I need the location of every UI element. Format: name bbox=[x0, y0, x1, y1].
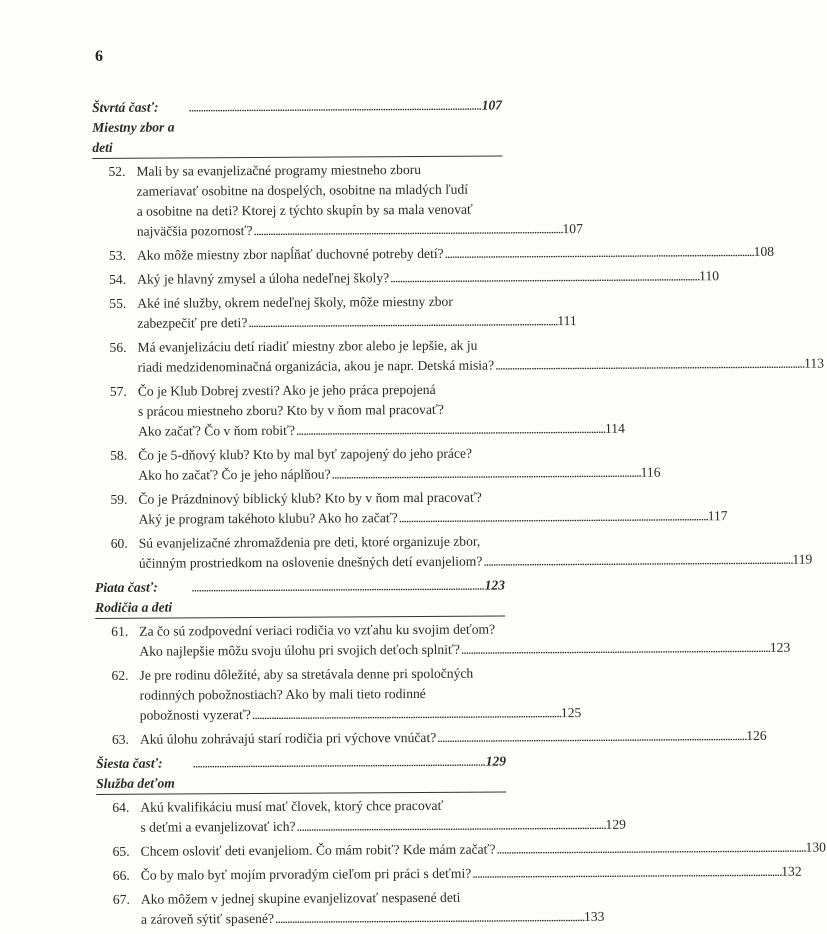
entry-text-line: Aké iné služby, okrem nedeľnej školy, môže miestny zbor bbox=[137, 293, 453, 311]
section-heading bbox=[95, 575, 505, 619]
entry-last-line bbox=[140, 726, 767, 750]
entry-text-line: rodinných pobožnostiach? Ako by mali tieto rodinné bbox=[139, 685, 426, 703]
dot-leader bbox=[248, 311, 556, 333]
entry-text-line: zabezpečiť pre deti? bbox=[137, 315, 248, 331]
entry-text-line: Čo je Prázdninový biblický klub? Kto by v ňom mal pracovať? bbox=[138, 489, 482, 507]
toc-entry bbox=[93, 243, 775, 266]
entry-number: 53. bbox=[108, 247, 127, 263]
entry-text-line: riadi medzidenominačná organizácia, akou je napr. Detská misia? bbox=[137, 357, 495, 375]
toc-entry bbox=[97, 863, 802, 886]
entry-text-line: Ako môže miestny zbor napĺňať duchovné potreby detí? bbox=[136, 245, 444, 263]
entry-text-line: Má evanjelizáciu detí riadiť miestny zbor alebo je lepšie, ak ju bbox=[137, 337, 478, 355]
entry-text-line: pobožnosti vyzerať? bbox=[139, 707, 251, 723]
entry-number: 55. bbox=[109, 295, 127, 311]
dot-leader bbox=[191, 576, 482, 598]
dot-leader bbox=[399, 506, 707, 528]
dot-leader bbox=[296, 419, 604, 441]
entry-question bbox=[137, 291, 577, 334]
entry-last-line bbox=[138, 463, 660, 486]
entry-text-line: a osobitne na deti? Ktorej z týchto skupín by sa mala venovať bbox=[136, 201, 473, 219]
section-title: Štvrtá časť: Miestny zbor a deti bbox=[92, 99, 175, 155]
dot-leader bbox=[192, 752, 483, 774]
entry-page-number: 133 bbox=[583, 908, 605, 925]
section-heading bbox=[96, 751, 506, 795]
dot-leader bbox=[332, 463, 640, 485]
entry-number: 54. bbox=[109, 271, 127, 287]
toc-entry bbox=[96, 795, 626, 838]
entry-question bbox=[137, 266, 719, 290]
toc-entry bbox=[97, 839, 826, 862]
toc-entry bbox=[95, 619, 791, 662]
dot-leader bbox=[275, 907, 583, 929]
entry-text-line: s prácou miestneho zboru? Kto by v ňom mal pracovať? bbox=[137, 401, 444, 419]
entry-question bbox=[137, 242, 774, 266]
entry-text-line: Ako môžem v jednej skupine evanjelizovať nespasené deti bbox=[140, 889, 461, 907]
entry-text-line: Čo je 5-dňový klub? Kto by mal byť zapojený do jeho práce? bbox=[138, 445, 473, 463]
entry-last-line bbox=[141, 907, 605, 930]
entry-text-line: Ako začať? Čo v ňom robiť? bbox=[137, 422, 296, 439]
entry-page-number: 108 bbox=[753, 243, 775, 259]
entry-number: 58. bbox=[110, 447, 128, 463]
entry-number: 52. bbox=[108, 163, 126, 179]
dot-leader bbox=[188, 96, 479, 118]
section-page-number: 129 bbox=[485, 753, 507, 769]
entry-last-line bbox=[139, 506, 728, 530]
entry-number: 56. bbox=[109, 339, 127, 355]
entry-text-line: Čo by malo byť mojím prvoradým cieľom pri práci s deťmi? bbox=[140, 865, 472, 883]
entry-last-line bbox=[138, 354, 824, 378]
entry-number: 67. bbox=[112, 891, 130, 907]
entry-text-line: a zároveň sýtiť spasené? bbox=[140, 910, 275, 927]
table-of-contents bbox=[92, 95, 826, 933]
toc-entry bbox=[95, 663, 582, 726]
dot-leader bbox=[461, 638, 769, 660]
entry-text-line: Akú úlohu zohrávajú starí rodičia pri výchove vnúčat? bbox=[139, 729, 437, 747]
entry-last-line bbox=[137, 242, 774, 266]
toc-entry bbox=[96, 727, 767, 750]
entry-page-number: 114 bbox=[604, 420, 625, 436]
entry-question bbox=[138, 486, 727, 530]
entry-text-line: účinným prostriedkom na oslovenie dnešných detí evanjeliom? bbox=[138, 553, 483, 571]
entry-page-number: 125 bbox=[560, 705, 582, 721]
toc-entry bbox=[94, 379, 625, 442]
entry-text-line: Aký je hlavný zmysel a úloha nedeľnej školy? bbox=[137, 270, 390, 287]
entry-text-line: s deťmi a evanjelizovať ich? bbox=[140, 818, 296, 835]
toc-entry bbox=[95, 531, 813, 574]
entry-question bbox=[140, 726, 767, 750]
dot-leader bbox=[472, 862, 780, 884]
entry-number: 64. bbox=[112, 799, 130, 815]
section-heading bbox=[92, 95, 502, 159]
section-title: Šiesta časť: Služba deťom bbox=[96, 755, 175, 791]
toc-entry bbox=[93, 335, 825, 378]
entry-number: 60. bbox=[110, 535, 128, 551]
dot-leader bbox=[252, 703, 560, 725]
entry-last-line bbox=[140, 815, 626, 838]
entry-page-number: 107 bbox=[562, 221, 583, 237]
entry-page-number: 113 bbox=[804, 355, 825, 371]
toc-entry bbox=[92, 159, 583, 242]
entry-page-number: 130 bbox=[805, 839, 826, 855]
section-page-number: 123 bbox=[484, 577, 506, 593]
entry-number: 66. bbox=[112, 867, 130, 883]
entry-last-line bbox=[140, 703, 582, 726]
dot-leader bbox=[437, 726, 745, 748]
entry-text-line: Ako najlepšie môžu svoju úlohu pri svojich deťoch splniť? bbox=[139, 641, 460, 659]
entry-question bbox=[139, 663, 581, 726]
entry-number: 59. bbox=[110, 491, 128, 507]
entry-number: 62. bbox=[111, 667, 129, 683]
section-page-number: 107 bbox=[481, 97, 503, 113]
entry-last-line bbox=[141, 838, 826, 862]
entry-last-line bbox=[137, 311, 576, 334]
entry-number: 65. bbox=[112, 843, 130, 859]
entry-question bbox=[138, 379, 625, 442]
dot-leader bbox=[253, 219, 561, 241]
entry-page-number: 117 bbox=[707, 508, 728, 524]
entry-text-line: Mali by sa evanjelizačné programy miestneho zboru bbox=[136, 161, 422, 179]
toc-entry bbox=[93, 291, 577, 334]
entry-page-number: 110 bbox=[699, 268, 720, 284]
entry-last-line bbox=[137, 219, 583, 242]
entry-text-line: Akú kvalifikáciu musí mať človek, ktorý chce pracovať bbox=[140, 797, 444, 815]
entry-number: 61. bbox=[111, 623, 129, 639]
toc-entry bbox=[93, 267, 720, 290]
entry-page-number: 119 bbox=[792, 551, 813, 567]
entry-question bbox=[139, 530, 813, 574]
toc-entry bbox=[94, 443, 661, 486]
entry-page-number: 123 bbox=[769, 639, 791, 655]
entry-page-number: 129 bbox=[605, 816, 626, 832]
entry-question bbox=[141, 862, 802, 886]
dot-leader bbox=[483, 550, 791, 572]
entry-question bbox=[137, 334, 824, 378]
entry-text-line: Ako ho začať? Čo je jeho náplňou? bbox=[138, 466, 331, 483]
toc-entry bbox=[94, 487, 728, 530]
entry-text-line: Za čo sú zodpovední veriaci rodičia vo vzťahu ku svojim deťom? bbox=[139, 621, 496, 639]
entry-text-line: Aký je program takéhoto klubu? Ako ho začať? bbox=[138, 510, 398, 527]
entry-page-number: 132 bbox=[781, 863, 802, 879]
entry-last-line bbox=[138, 419, 625, 442]
entry-page-number: 126 bbox=[746, 727, 767, 744]
entry-question bbox=[136, 159, 583, 242]
entry-last-line bbox=[139, 638, 790, 662]
dot-leader bbox=[390, 266, 698, 288]
entry-question bbox=[140, 795, 626, 838]
entry-text-line: zameriavať osobitne na dospelých, osobitne na mladých ľudí bbox=[136, 181, 469, 199]
entry-text-line: Sú evanjelizačné zhromaždenia pre deti, ktoré organizuje zbor, bbox=[138, 533, 481, 551]
toc-entry bbox=[97, 887, 605, 930]
entry-question bbox=[138, 443, 660, 486]
entry-question bbox=[139, 618, 790, 662]
entry-last-line bbox=[141, 862, 802, 886]
entry-last-line bbox=[137, 266, 719, 290]
entry-text-line: Chcem osloviť deti evanjeliom. Čo mám robiť? Kde mám začať? bbox=[140, 841, 496, 859]
dot-leader bbox=[496, 838, 804, 860]
entry-last-line bbox=[139, 550, 813, 574]
dot-leader bbox=[495, 354, 803, 376]
section-title: Piata časť: Rodičia a deti bbox=[94, 579, 173, 615]
entry-text-line: Je pre rodinu dôležité, aby sa stretávala denne pri spoločných bbox=[139, 665, 474, 683]
entry-question bbox=[141, 887, 605, 930]
dot-leader bbox=[445, 242, 753, 264]
entry-text-line: najväčšia pozornosť? bbox=[136, 223, 253, 239]
page-number: 6 bbox=[95, 48, 103, 65]
entry-number: 63. bbox=[111, 731, 129, 747]
dot-leader bbox=[296, 815, 604, 837]
entry-page-number: 116 bbox=[640, 464, 661, 480]
entry-text-line: Čo je Klub Dobrej zvesti? Ako je jeho práca prepojená bbox=[137, 381, 436, 399]
entry-page-number: 111 bbox=[557, 313, 577, 329]
entry-question bbox=[141, 838, 826, 862]
entry-number: 57. bbox=[109, 383, 127, 399]
